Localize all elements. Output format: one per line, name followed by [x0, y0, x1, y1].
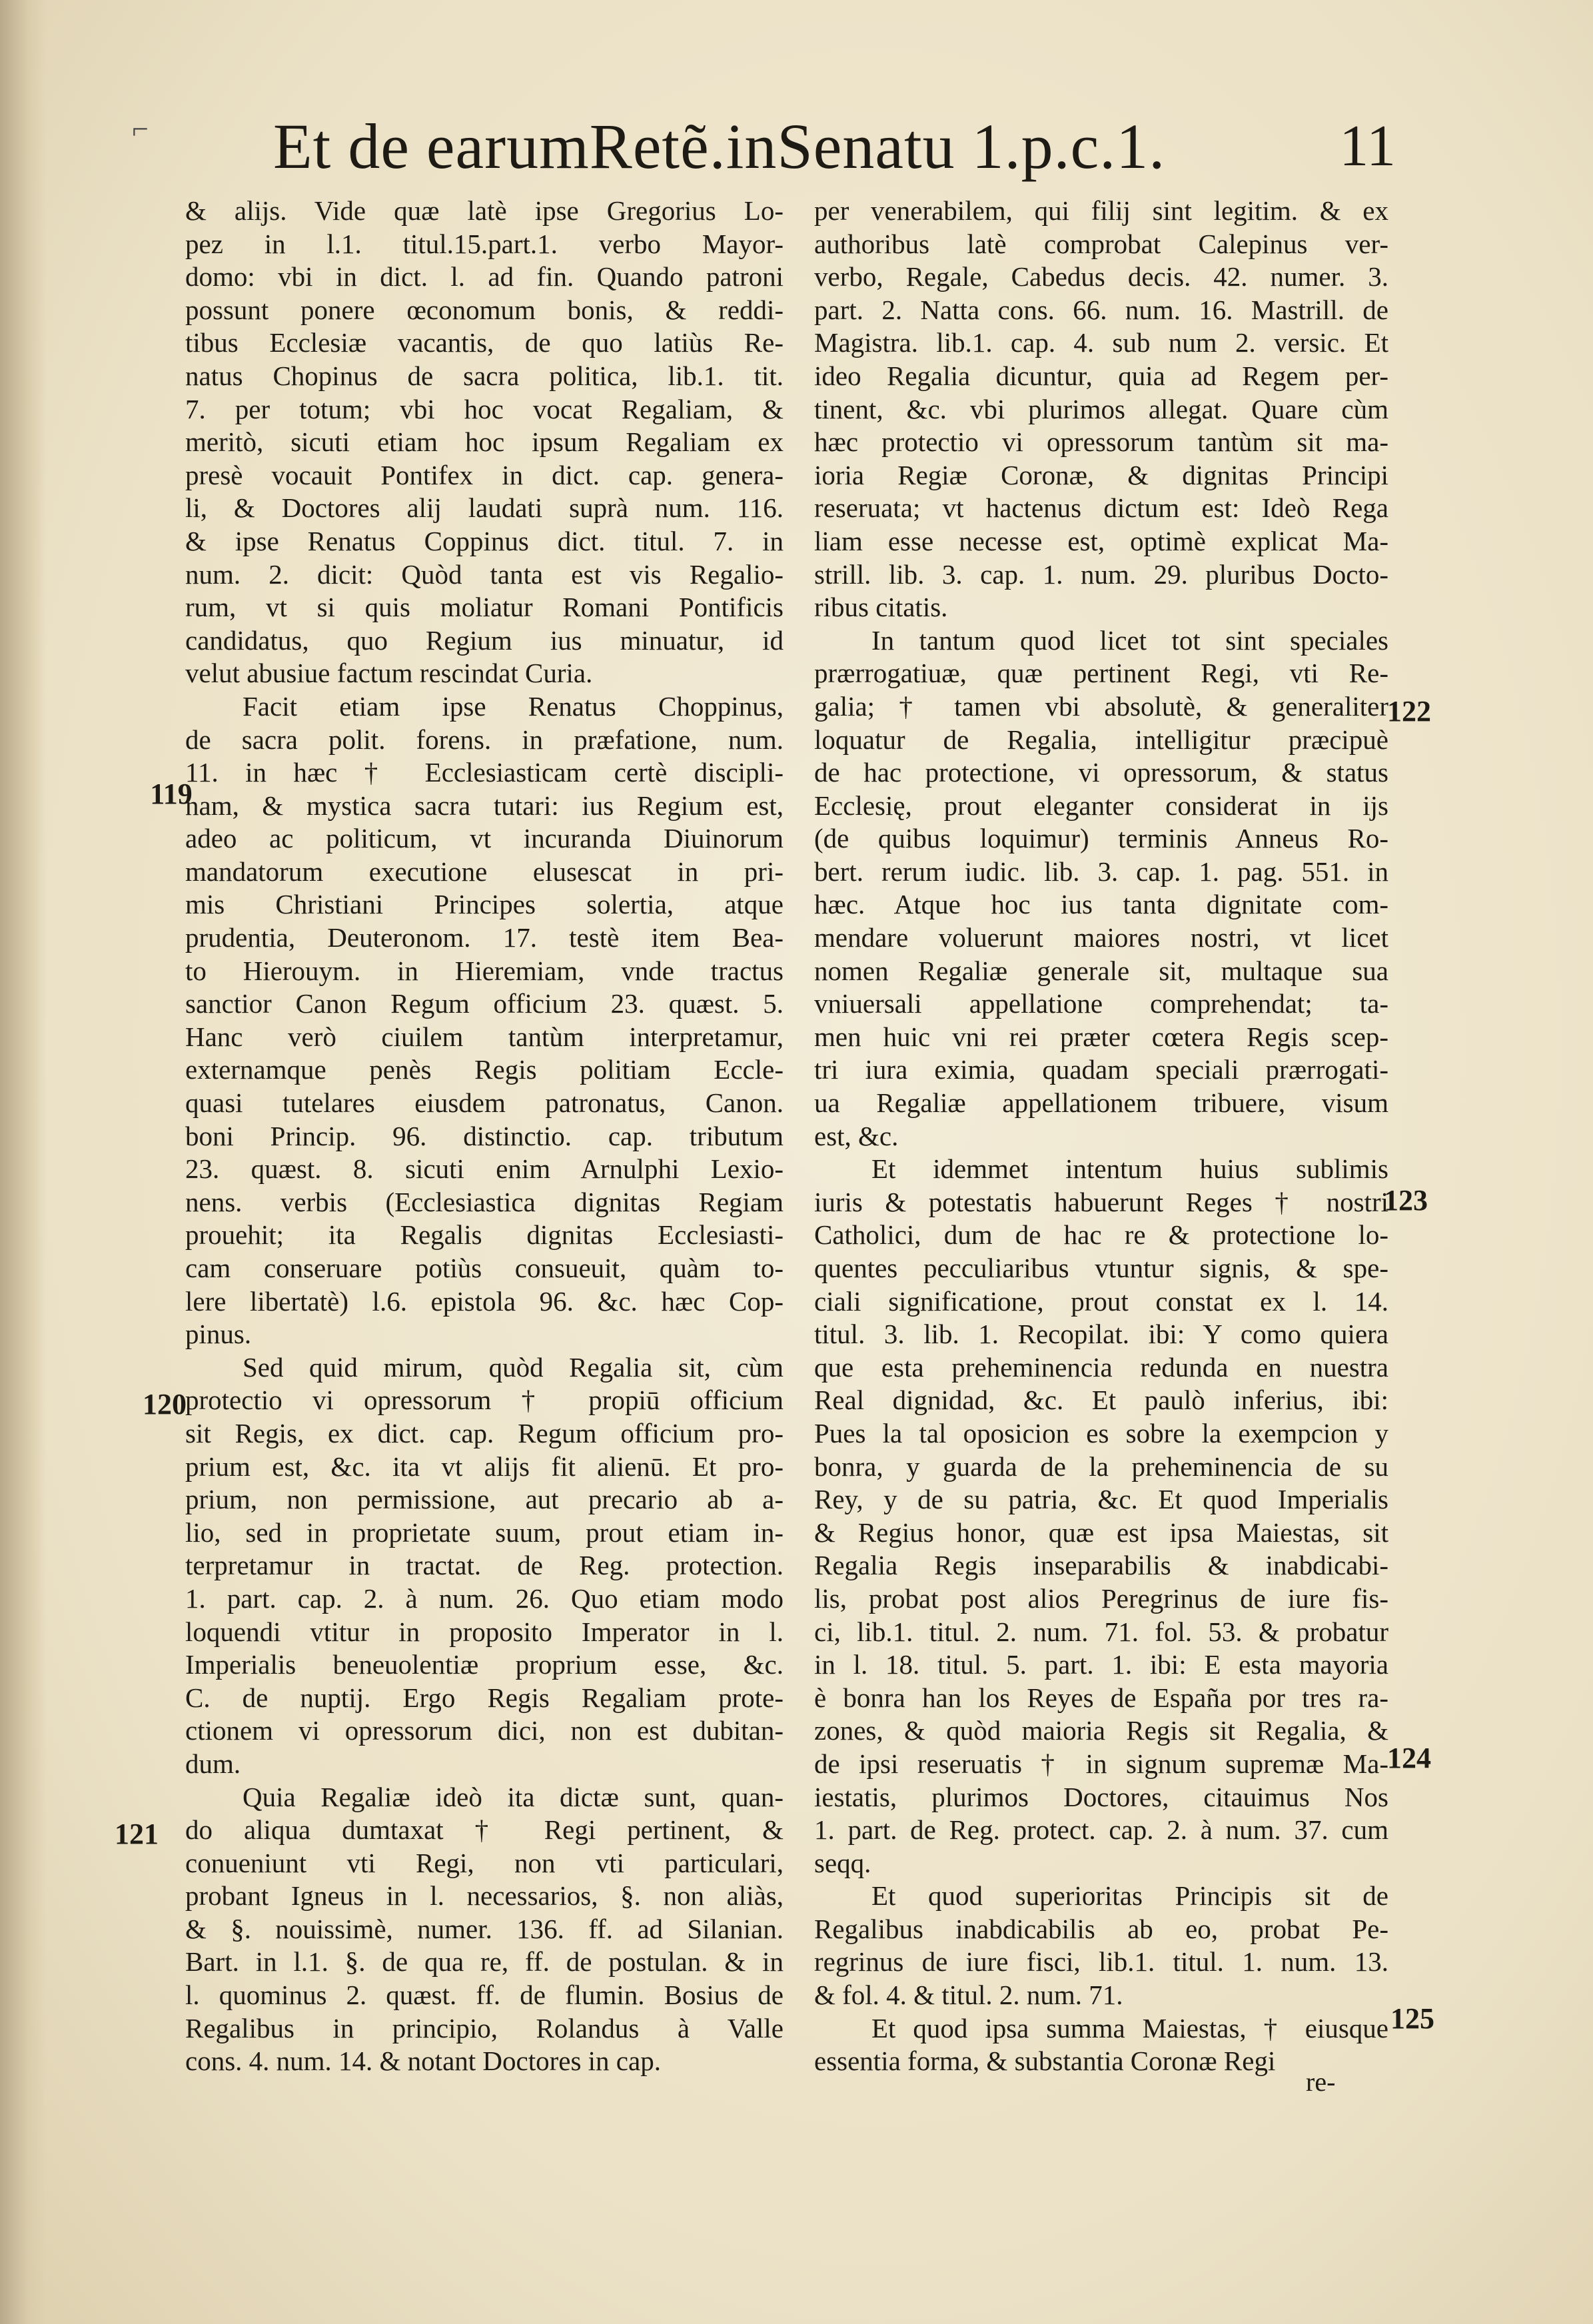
text-line: 11. in hæc † Ecclesiasticam certè discipli-: [185, 757, 784, 788]
text-line: liam esse necesse est, optimè explicat Ma-: [814, 525, 1388, 556]
text-line: Ecclesię, prout eleganter considerat in ijs: [814, 790, 1388, 821]
text-line: loquatur de Regalia, intelligitur præcipuè: [814, 724, 1388, 755]
text-line: ioria Regiæ Coronæ, & dignitas Principi: [814, 459, 1388, 490]
text-line: & ipse Renatus Coppinus dict. titul. 7. in: [185, 525, 784, 556]
text-line: Sed quid mirum, quòd Regalia sit, cùm: [243, 1351, 784, 1383]
page-number: 11: [1339, 114, 1396, 179]
text-line: Magistra. lib.1. cap. 4. sub num 2. versic. Et: [814, 327, 1388, 358]
text-line: Quia Regaliæ ideò ita dictæ sunt, quan-: [243, 1781, 784, 1812]
text-line: Catholici, dum de hac re & protectione lo-: [814, 1219, 1388, 1251]
text-line: in l. 18. titul. 5. part. 1. ibi: E esta mayoria: [814, 1649, 1388, 1680]
binding-gutter-shadow: [0, 0, 47, 2324]
margin-number-121: 121: [115, 1818, 159, 1850]
catchword: re-: [1306, 2067, 1336, 2097]
text-line: ci, lib.1. titul. 2. num. 71. fol. 53. & probatur: [814, 1616, 1388, 1647]
text-line: pez in l.1. titul.15.part.1. verbo Mayor-: [185, 228, 784, 259]
text-line: boni Princip. 96. distinctio. cap. tributum: [185, 1120, 784, 1151]
text-line: probant Igneus in l. necessarios, §. non aliàs,: [185, 1880, 784, 1912]
text-line: do aliqua dumtaxat † Regi pertinent, &: [185, 1814, 784, 1846]
text-line: vniuersali appellatione comprehendat; ta-: [814, 988, 1388, 1019]
running-title: Et de earumRetẽ.inSenatu 1.p.c.1.: [273, 111, 1166, 182]
text-line: Et quod ipsa summa Maiestas, † eiusque: [871, 2012, 1388, 2043]
text-line: mis Christiani Principes solertia, atque: [185, 889, 784, 920]
text-line: reseruata; vt hactenus dictum est: Ideò Rega: [814, 492, 1388, 524]
text-line: prærrogatiuæ, quæ pertinent Regi, vti Re-: [814, 658, 1388, 689]
text-line: quasi tutelares eiusdem patronatus, Canon.: [185, 1087, 784, 1119]
text-line: & fol. 4. & titul. 2. num. 71.: [814, 1980, 1123, 2011]
text-line: ribus citatis.: [814, 592, 948, 623]
text-line: part. 2. Natta cons. 66. num. 16. Mastrill. de: [814, 294, 1388, 325]
text-line: lis, probat post alios Peregrinus de iure fis-: [814, 1582, 1388, 1614]
text-line: prouehit; ita Regalis dignitas Ecclesiasti-: [185, 1219, 784, 1251]
left-text-column: [185, 195, 784, 2140]
text-line: hæc protectio vi opressorum tantùm sit ma-: [814, 426, 1388, 458]
margin-number-123: 123: [1384, 1184, 1428, 1217]
text-line: & Regius honor, quæ est ipsa Maiestas, sit: [814, 1516, 1388, 1548]
text-line: C. de nuptij. Ergo Regis Regaliam prote-: [185, 1682, 784, 1713]
text-line: de hac protectione, vi opressorum, & status: [814, 757, 1388, 788]
text-line: ua Regaliæ appellationem tribuere, visum: [814, 1087, 1388, 1119]
text-line: ideo Regalia dicuntur, quia ad Regem per-: [814, 360, 1388, 391]
text-line: 1. part. de Reg. protect. cap. 2. à num. 37. cum: [814, 1814, 1388, 1846]
text-line: cam conseruare potiùs consueuit, quàm to-: [185, 1253, 784, 1283]
text-line: Et idemmet intentum huius sublimis: [871, 1153, 1388, 1185]
text-line: zones, & quòd maioria Regis sit Regalia, &: [814, 1715, 1388, 1746]
text-line: pinus.: [185, 1319, 252, 1350]
text-line: est, &c.: [814, 1120, 899, 1151]
text-line: Hanc verò ciuilem tantùm interpretamur,: [185, 1021, 784, 1052]
text-line: natus Chopinus de sacra politica, lib.1. tit.: [185, 360, 784, 391]
text-line: nam, & mystica sacra tutari: ius Regium est,: [185, 790, 784, 821]
text-line: l. quominus 2. quæst. ff. de flumin. Bosius de: [185, 1980, 784, 2011]
text-line: li, & Doctores alij laudati suprà num. 116.: [185, 492, 784, 524]
text-line: Pues la tal oposicion es sobre la exempcion y: [814, 1417, 1388, 1449]
text-line: rum, vt si quis moliatur Romani Pontificis: [185, 592, 784, 623]
text-line: lere libertatè) l.6. epistola 96. &c. hæc Cop-: [185, 1285, 784, 1317]
text-line: prium, non permissione, aut precario ab a-: [185, 1484, 784, 1515]
text-line: mandatorum executione elusescat in pri-: [185, 856, 784, 887]
text-line: presè vocauit Pontifex in dict. cap. genera-: [185, 459, 784, 490]
text-line: ctionem vi opressorum dici, non est dubitan-: [185, 1715, 784, 1746]
text-line: men huic vni rei præter cœtera Regis scep-: [814, 1021, 1388, 1052]
text-line: nomen Regaliæ generale sit, multaque sua: [814, 955, 1388, 986]
text-line: possunt ponere œconomum bonis, & reddi-: [185, 294, 784, 325]
text-line: adeo ac politicum, vt incuranda Diuinorum: [185, 823, 784, 854]
text-line: per venerabilem, qui filij sint legitim. & ex: [814, 195, 1388, 226]
margin-number-120: 120: [143, 1388, 187, 1421]
margin-number-125: 125: [1390, 2002, 1434, 2035]
text-line: lio, sed in proprietate suum, prout etiam in-: [185, 1516, 784, 1548]
text-line: conueniunt vti Regi, non vti particulari,: [185, 1847, 784, 1878]
text-line: verbo, Regale, Cabedus decis. 42. numer. 3.: [814, 261, 1388, 292]
margin-number-119: 119: [150, 778, 193, 810]
text-line: Rey, y de su patria, &c. Et quod Imperialis: [814, 1484, 1388, 1515]
text-line: authoribus latè comprobat Calepinus ver-: [814, 228, 1388, 259]
margin-number-122: 122: [1387, 695, 1431, 728]
text-line: iestatis, plurimos Doctores, citauimus Nos: [814, 1781, 1388, 1812]
text-line: & §. nouissimè, numer. 136. ff. ad Silanian.: [185, 1913, 784, 1944]
text-line: to Hierouym. in Hieremiam, vnde tractus: [185, 955, 784, 986]
text-line: tinent, &c. vbi plurimos allegat. Quare cùm: [814, 393, 1388, 424]
text-line: tri iura eximia, quadam speciali prærrogati-: [814, 1054, 1388, 1085]
text-line: essentia forma, & substantia Coronæ Regi: [814, 2045, 1276, 2077]
text-line: titul. 3. lib. 1. Recopilat. ibi: Y como quiera: [814, 1319, 1388, 1350]
text-line: nens. verbis (Ecclesiastica dignitas Regiam: [185, 1186, 784, 1217]
text-line: terpretamur in tractat. de Reg. protection.: [185, 1550, 784, 1581]
text-line: Real dignidad, &c. Et paulò inferius, ibi:: [814, 1385, 1388, 1416]
text-line: Regalia Regis inseparabilis & inabdicabi-: [814, 1550, 1388, 1581]
text-line: Facit etiam ipse Renatus Choppinus,: [243, 690, 784, 722]
text-line: & alijs. Vide quæ latè ipse Gregorius Lo-: [185, 195, 784, 226]
text-line: In tantum quod licet tot sint speciales: [871, 624, 1388, 656]
text-line: Regalibus in principio, Rolandus à Valle: [185, 2012, 784, 2043]
text-line: ciali significatione, prout constat ex l. 14.: [814, 1285, 1388, 1317]
text-line: sit Regis, ex dict. cap. Regum officium pro-: [185, 1417, 784, 1449]
margin-number-124: 124: [1387, 1742, 1431, 1774]
text-line: 23. quæst. 8. sicuti enim Arnulphi Lexio-: [185, 1153, 784, 1185]
text-line: de sacra polit. forens. in præfatione, num.: [185, 724, 784, 755]
text-line: domo: vbi in dict. l. ad fin. Quando patroni: [185, 261, 784, 292]
text-line: externamque penès Regis politiam Eccle-: [185, 1054, 784, 1085]
text-line: protectio vi opressorum † propiū officium: [185, 1385, 784, 1416]
text-line: Imperialis beneuolentiæ proprium esse, &c.: [185, 1649, 784, 1680]
text-line: prudentia, Deuteronom. 17. testè item Bea-: [185, 922, 784, 953]
text-line: num. 2. dicit: Quòd tanta est vis Regalio-: [185, 558, 784, 590]
text-line: regrinus de iure fisci, lib.1. titul. 1. num. 13.: [814, 1946, 1388, 1978]
text-line: dum.: [185, 1748, 241, 1779]
text-line: iuris & potestatis habuerunt Reges † nostri: [814, 1186, 1388, 1217]
text-line: seqq.: [814, 1847, 871, 1878]
text-line: bonra, y guarda de la preheminencia de su: [814, 1451, 1388, 1482]
text-line: de ipsi reseruatis † in signum supremæ Ma-: [814, 1748, 1388, 1779]
text-line: sanctior Canon Regum officium 23. quæst. 5.: [185, 988, 784, 1019]
text-line: que esta preheminencia redunda en nuestra: [814, 1351, 1388, 1383]
text-line: è bonra han los Reyes de España por tres ra-: [814, 1682, 1388, 1713]
corner-mark: ⌐: [132, 113, 149, 145]
text-line: Bart. in l.1. §. de qua re, ff. de postulan. & in: [185, 1946, 784, 1978]
text-line: candidatus, quo Regium ius minuatur, id: [185, 624, 784, 656]
text-line: Et quod superioritas Principis sit de: [871, 1880, 1388, 1912]
text-line: tibus Ecclesiæ vacantis, de quo latiùs Re-: [185, 327, 784, 358]
text-line: meritò, sicuti etiam hoc ipsum Regaliam ex: [185, 426, 784, 458]
text-line: 7. per totum; vbi hoc vocat Regaliam, &: [185, 393, 784, 424]
text-line: Regalibus inabdicabilis ab eo, probat Pe-: [814, 1913, 1388, 1944]
text-line: velut abusiue factum rescindat Curia.: [185, 658, 593, 689]
text-line: quentes pecculiaribus vtuntur signis, & spe-: [814, 1253, 1388, 1283]
text-line: loquendi vtitur in proposito Imperator in l.: [185, 1616, 784, 1647]
text-line: bert. rerum iudic. lib. 3. cap. 1. pag. 551. in: [814, 856, 1388, 887]
right-text-column: [814, 195, 1388, 2140]
text-line: hæc. Atque hoc ius tanta dignitate com-: [814, 889, 1388, 920]
text-line: (de quibus loquimur) terminis Anneus Ro-: [814, 823, 1388, 854]
text-line: galia; † tamen vbi absolutè, & generaliter: [814, 690, 1388, 722]
text-line: strill. lib. 3. cap. 1. num. 29. pluribus Docto-: [814, 558, 1388, 590]
text-line: 1. part. cap. 2. à num. 26. Quo etiam modo: [185, 1582, 784, 1614]
text-line: cons. 4. num. 14. & notant Doctores in cap.: [185, 2045, 661, 2077]
text-line: prium est, &c. ita vt alijs fit alienū. Et pro-: [185, 1451, 784, 1482]
text-line: mendare voluerunt maiores nostri, vt licet: [814, 922, 1388, 953]
